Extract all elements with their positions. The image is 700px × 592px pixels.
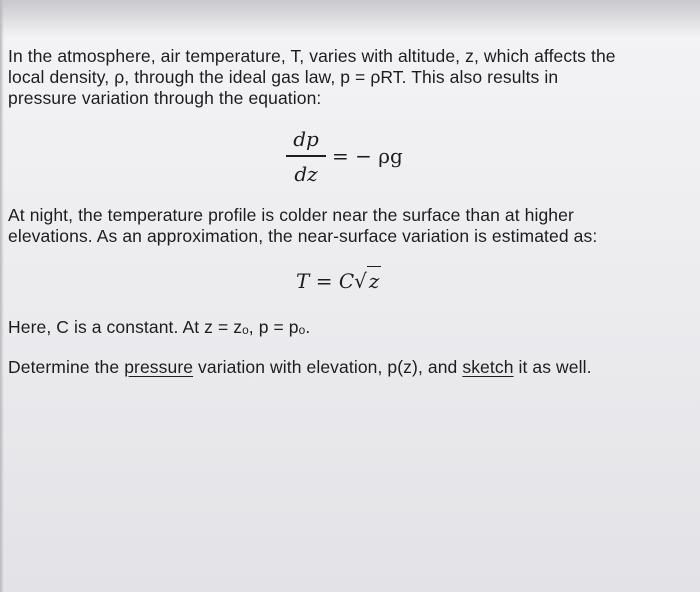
equation-2-lhs: T = C: [296, 269, 355, 293]
pressure-link[interactable]: pressure: [124, 357, 194, 377]
equation-2-radicand: z: [367, 266, 382, 295]
task-middle: variation with elevation, p(z), and: [193, 357, 463, 377]
night-line-2: elevations. As an approximation, the near-surface variation is estimated as:: [8, 226, 598, 246]
fraction-bar: [286, 155, 326, 157]
equation-1-fraction: [286, 126, 326, 187]
constant-line: Here, C is a constant. At z = zₒ, p = pₒ.: [8, 317, 311, 337]
equation-1-denominator: dz: [294, 161, 318, 186]
task-before: Determine the: [8, 357, 125, 377]
equation-1-rhs: = − ρg: [332, 144, 403, 168]
intro-line-2: local density, ρ, through the ideal gas law, p = ρRT. This also results in: [8, 67, 559, 87]
night-paragraph: [8, 205, 597, 247]
intro-line-3: pressure variation through the equation:: [8, 88, 322, 108]
intro-line-1: In the atmosphere, air temperature, T, varies with altitude, z, which affects the: [8, 46, 616, 66]
equation-1-numerator: dp: [293, 127, 319, 151]
task-line: [8, 357, 592, 378]
night-line-1: At night, the temperature profile is colder near the surface than at higher: [8, 205, 574, 225]
square-root: √ z: [354, 266, 381, 295]
equation-2: [296, 266, 381, 295]
task-after: it as well.: [513, 357, 592, 377]
sketch-link[interactable]: sketch: [462, 357, 514, 377]
intro-paragraph: [8, 46, 616, 109]
